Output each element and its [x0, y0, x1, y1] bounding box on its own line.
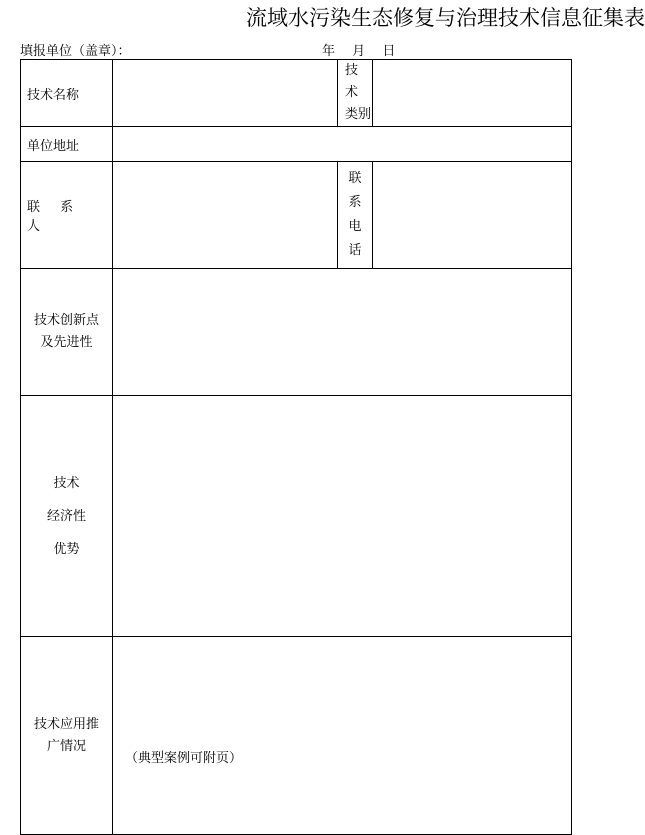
row-innovation — [21, 269, 572, 396]
row-application — [21, 637, 572, 835]
contact-label — [21, 162, 113, 269]
row-economic — [21, 396, 572, 637]
application-label-line1: 技术应用推 — [33, 716, 99, 732]
economic-label — [21, 396, 113, 637]
application-label-line2: 广情况 — [46, 738, 86, 754]
row-tech-name — [21, 60, 572, 127]
phone-label-char: 联 — [348, 171, 362, 186]
phone-label — [338, 162, 373, 269]
date-day-label: 日 — [382, 44, 396, 59]
row-contact — [21, 162, 572, 269]
innovation-label — [21, 269, 113, 396]
form-title: 流域水污染生态修复与治理技术信息征集表 — [246, 6, 645, 30]
tech-name-label: 技术名称 — [21, 60, 113, 127]
application-label — [21, 637, 113, 835]
tech-type-label-line2: 类别 — [345, 107, 372, 122]
date-month-label: 月 — [352, 44, 366, 59]
address-field[interactable] — [113, 127, 572, 162]
row-address — [21, 127, 572, 162]
economic-label-line3: 优势 — [53, 541, 80, 557]
phone-label-char: 话 — [348, 243, 362, 258]
tech-name-field[interactable] — [113, 60, 338, 127]
info-collection-table — [20, 59, 572, 835]
phone-field[interactable] — [373, 162, 572, 269]
date-year-label: 年 — [322, 44, 336, 59]
reporting-unit-label: 填报单位（盖章）： — [20, 44, 131, 59]
innovation-label-line2: 及先进性 — [40, 335, 93, 350]
economic-field[interactable] — [113, 396, 572, 637]
phone-label-char: 电 — [348, 219, 362, 234]
application-field[interactable] — [113, 637, 572, 835]
economic-label-line1: 技术 — [53, 475, 80, 491]
tech-type-label — [338, 60, 373, 127]
date-line — [322, 40, 408, 59]
application-note: （典型案例可附页） — [125, 751, 243, 766]
contact-label-text: 联 系 人 — [27, 200, 82, 234]
innovation-field[interactable] — [113, 269, 572, 396]
innovation-label-line1: 技术创新点 — [33, 313, 99, 328]
economic-label-line2: 经济性 — [46, 508, 86, 524]
address-label: 单位地址 — [21, 127, 113, 162]
phone-label-char: 系 — [348, 195, 362, 210]
contact-field[interactable] — [113, 162, 338, 269]
tech-type-field[interactable] — [373, 60, 572, 127]
tech-type-label-line1: 技 术 — [345, 63, 372, 100]
